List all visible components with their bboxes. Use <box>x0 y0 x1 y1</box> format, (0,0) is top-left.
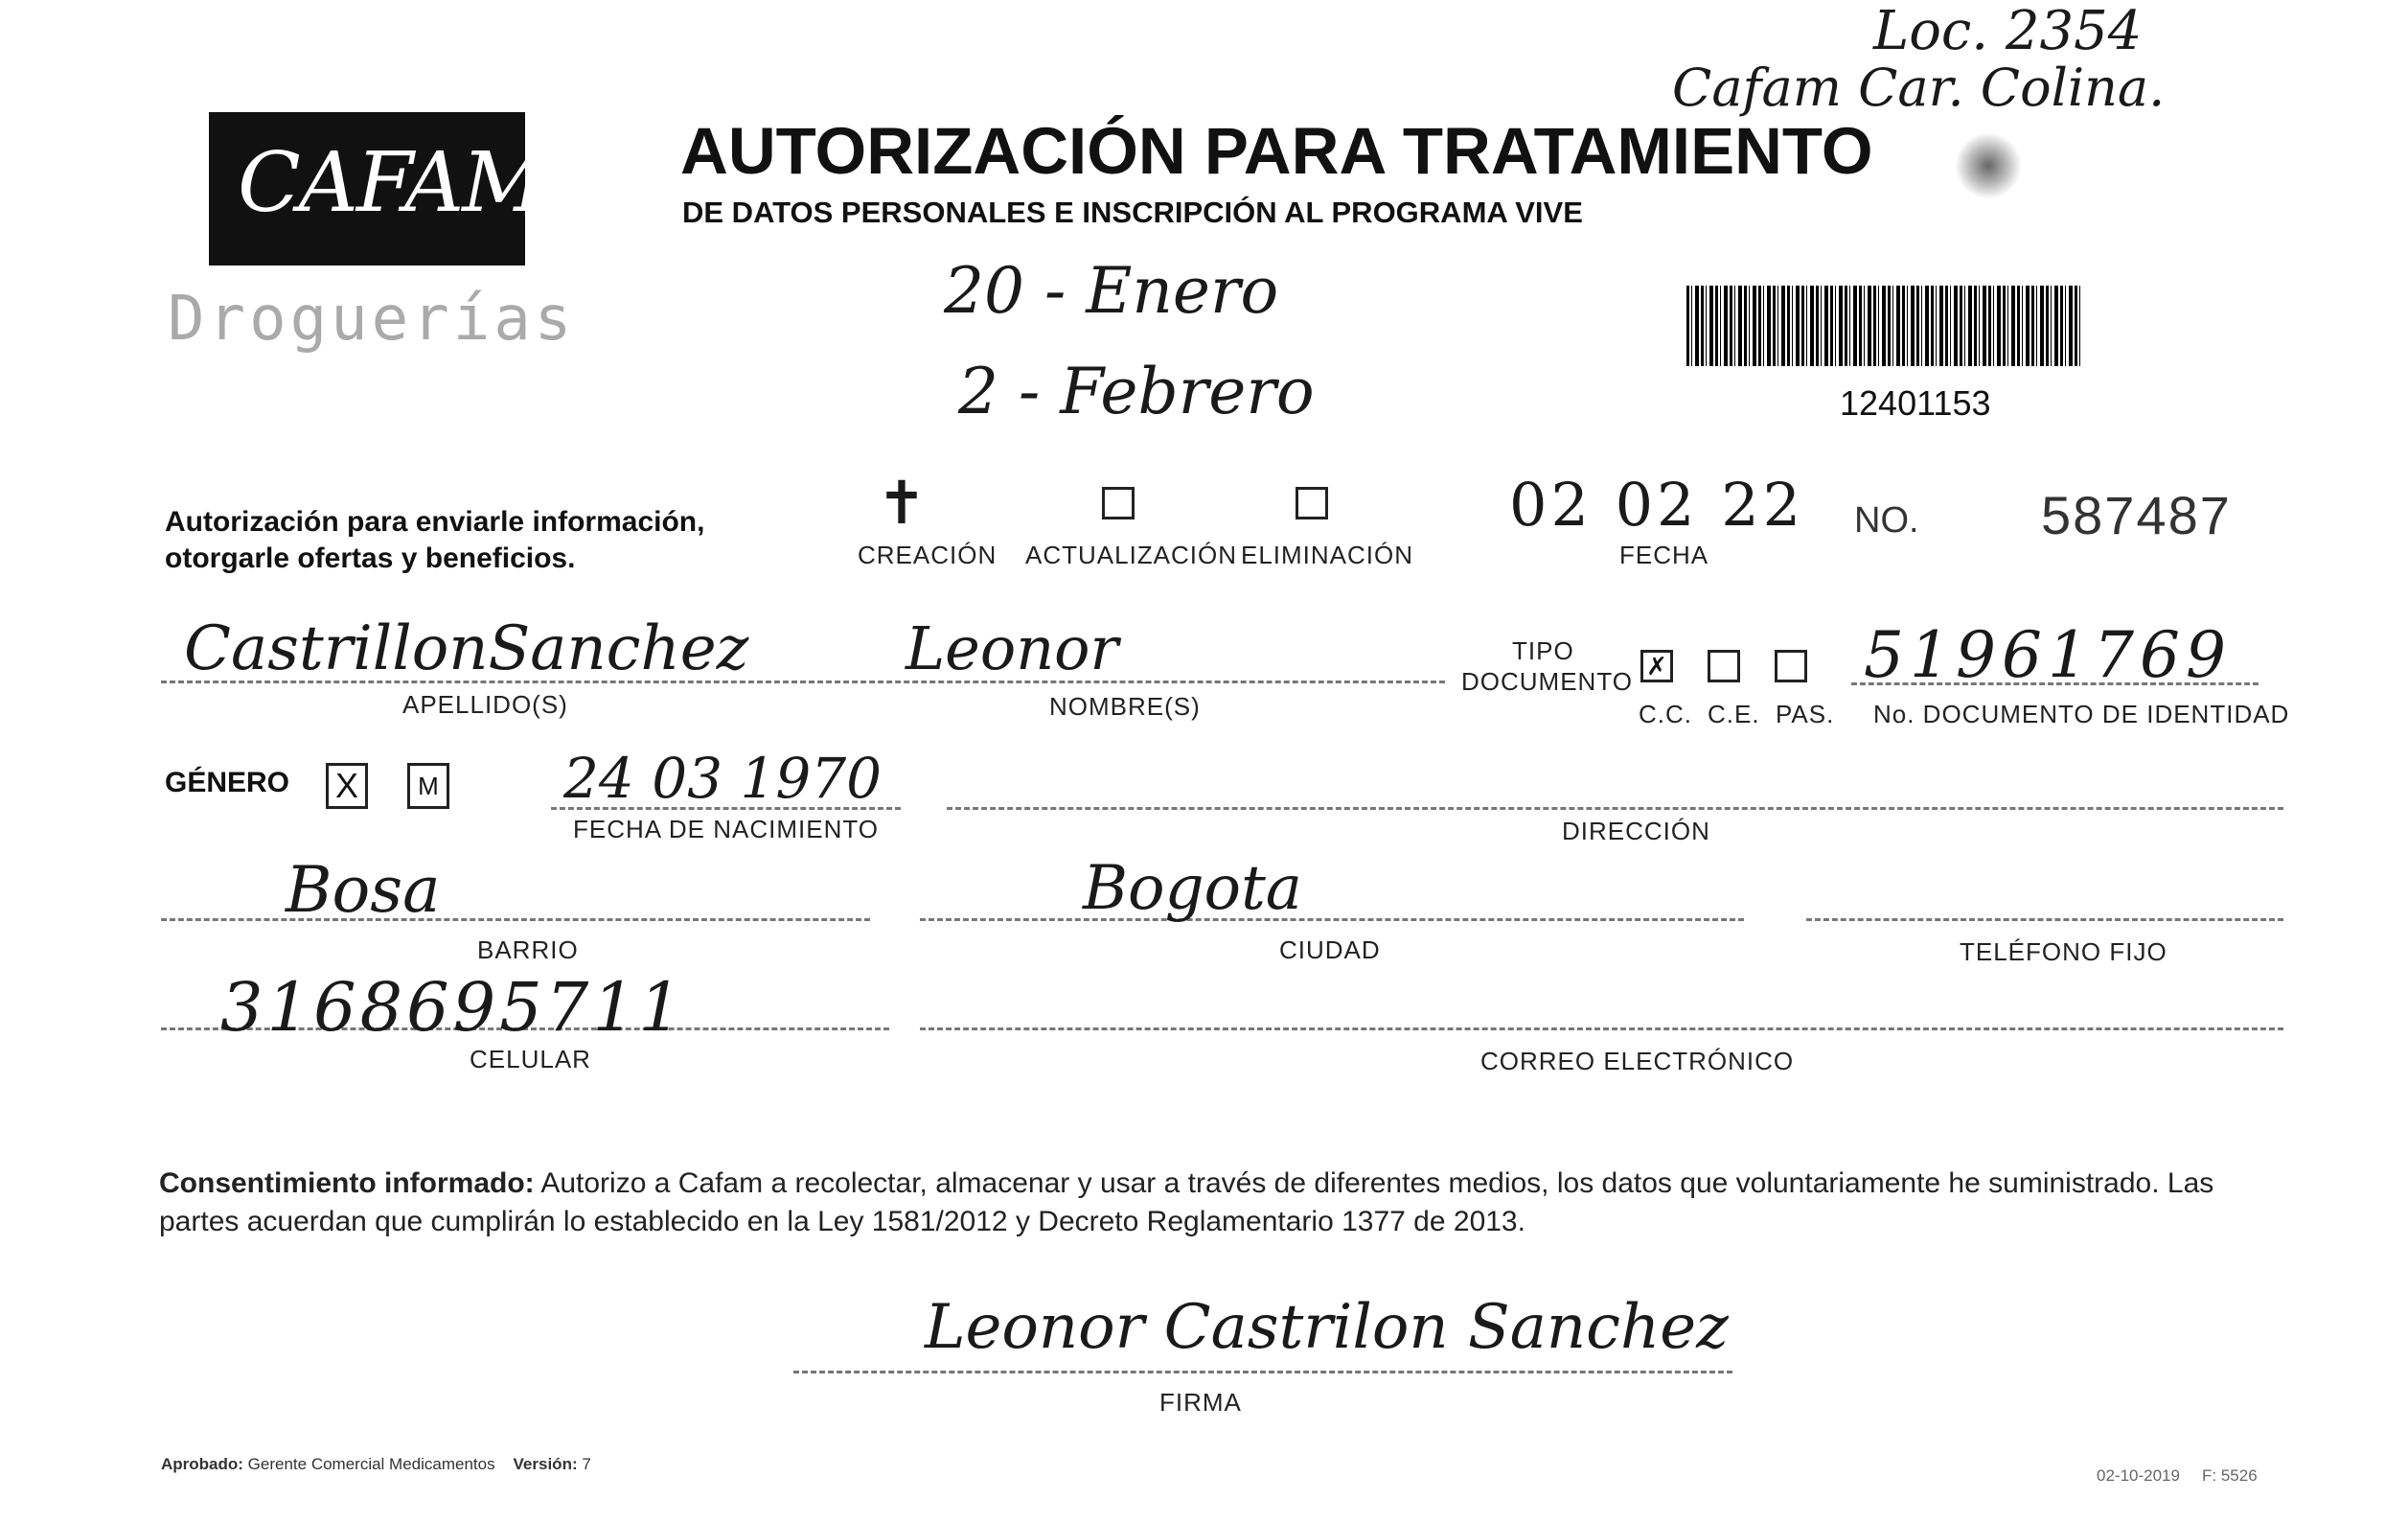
handwritten-date-1: 20 - Enero <box>944 254 1279 328</box>
correo-line[interactable] <box>920 1027 2283 1030</box>
form-number: 587487 <box>2041 485 2232 545</box>
aprobado-label: Aprobado: <box>161 1455 243 1473</box>
documento-numero-label: No. DOCUMENTO DE IDENTIDAD <box>1873 700 2290 728</box>
ce-label: C.E. <box>1708 700 1760 728</box>
fecha-value[interactable]: 02 02 22 <box>1509 470 1805 540</box>
creacion-checkmark[interactable]: ✝ <box>877 468 927 538</box>
barrio-label: BARRIO <box>477 935 579 964</box>
aprobado-value: Gerente Comercial Medicamentos <box>247 1455 495 1473</box>
nombres-label: NOMBRE(S) <box>1049 692 1201 721</box>
telefono-fijo-line[interactable] <box>1806 918 2283 921</box>
consent-heading: Consentimiento informado: <box>159 1167 535 1199</box>
authorization-text-line1: Autorización para enviarle información, <box>165 506 705 538</box>
creacion-label: CREACIÓN <box>858 541 998 569</box>
telefono-fijo-label: TELÉFONO FIJO <box>1960 937 2167 966</box>
actualizacion-checkbox[interactable] <box>1102 487 1135 519</box>
version-value: 7 <box>582 1455 591 1473</box>
signature-line <box>793 1371 1732 1373</box>
genero-m-checkbox[interactable]: M <box>407 763 449 809</box>
consent-paragraph <box>159 1165 2282 1241</box>
logo-text: CAFAM <box>238 135 545 231</box>
tipo-label: TIPO <box>1512 636 1574 665</box>
handwritten-date-2: 2 - Febrero <box>958 355 1315 428</box>
actualizacion-label: ACTUALIZACIÓN <box>1025 541 1238 569</box>
celular-label: CELULAR <box>470 1045 591 1073</box>
consent-body: Autorizo a Cafam a recolectar, almacenar y usar a través de diferentes medios, los datos que voluntariamente he suministrado. Las partes acuerdan que cumplirán lo establecido en la Ley 1581/2012 y Decreto Reglamentario 1377 de 2013. <box>159 1167 2214 1237</box>
no-label: NO. <box>1854 500 1919 541</box>
direccion-line[interactable] <box>947 807 2283 810</box>
documento-label: DOCUMENTO <box>1461 667 1633 696</box>
correo-label: CORREO ELECTRÓNICO <box>1480 1047 1795 1075</box>
barrio-line <box>161 918 870 921</box>
genero-label: GÉNERO <box>165 767 290 798</box>
signature-label: FIRMA <box>1159 1388 1242 1417</box>
nombres-value[interactable]: Leonor <box>906 613 1119 683</box>
direccion-label: DIRECCIÓN <box>1562 817 1710 845</box>
authorization-text-line2: otorgarle ofertas y beneficios. <box>165 542 576 574</box>
cc-label: C.C. <box>1639 700 1692 728</box>
barcode <box>1686 286 2081 366</box>
handwritten-branch-note: Cafam Car. Colina. <box>1672 58 2166 118</box>
barrio-value[interactable]: Bosa <box>286 853 441 927</box>
handwritten-location-note: Loc. 2354 <box>1873 0 2143 62</box>
eliminacion-checkbox[interactable] <box>1296 487 1328 519</box>
pas-checkbox[interactable] <box>1775 650 1807 682</box>
fecha-nacimiento-value[interactable]: 24 03 1970 <box>563 746 883 811</box>
footer-date: 02-10-2019 <box>2097 1466 2180 1485</box>
ciudad-line <box>920 918 1744 921</box>
barcode-number: 12401153 <box>1840 383 1991 423</box>
apellidos-label: APELLIDO(S) <box>402 690 568 719</box>
footer-approved <box>161 1455 591 1474</box>
pas-label: PAS. <box>1776 700 1835 728</box>
form-subtitle: DE DATOS PERSONALES E INSCRIPCIÓN AL PROGRAMA VIVE <box>682 196 1583 229</box>
apellidos-value[interactable]: CastrillonSanchez <box>184 613 749 684</box>
cc-checkbox[interactable]: ✗ <box>1640 650 1673 682</box>
documento-value[interactable]: 51961769 <box>1864 618 2232 692</box>
scan-smudge <box>1955 132 2022 199</box>
fecha-nacimiento-label: FECHA DE NACIMIENTO <box>573 815 880 843</box>
fecha-label: FECHA <box>1619 541 1709 569</box>
version-label: Versión: <box>513 1455 578 1473</box>
genero-f-checkbox[interactable]: X <box>326 763 368 809</box>
celular-value[interactable]: 3168695711 <box>220 968 686 1047</box>
signature-value[interactable]: Leonor Castrilon Sanchez <box>925 1292 1729 1363</box>
footer-code: F: 5526 <box>2202 1466 2258 1485</box>
form-title: AUTORIZACIÓN PARA TRATAMIENTO <box>680 114 1873 188</box>
ciudad-label: CIUDAD <box>1279 935 1381 964</box>
ciudad-value[interactable]: Bogota <box>1083 853 1302 924</box>
logo-subtitle: Droguerías <box>168 284 576 355</box>
cafam-logo <box>209 112 545 265</box>
ce-checkbox[interactable] <box>1708 650 1740 682</box>
eliminacion-label: ELIMINACIÓN <box>1241 541 1414 569</box>
